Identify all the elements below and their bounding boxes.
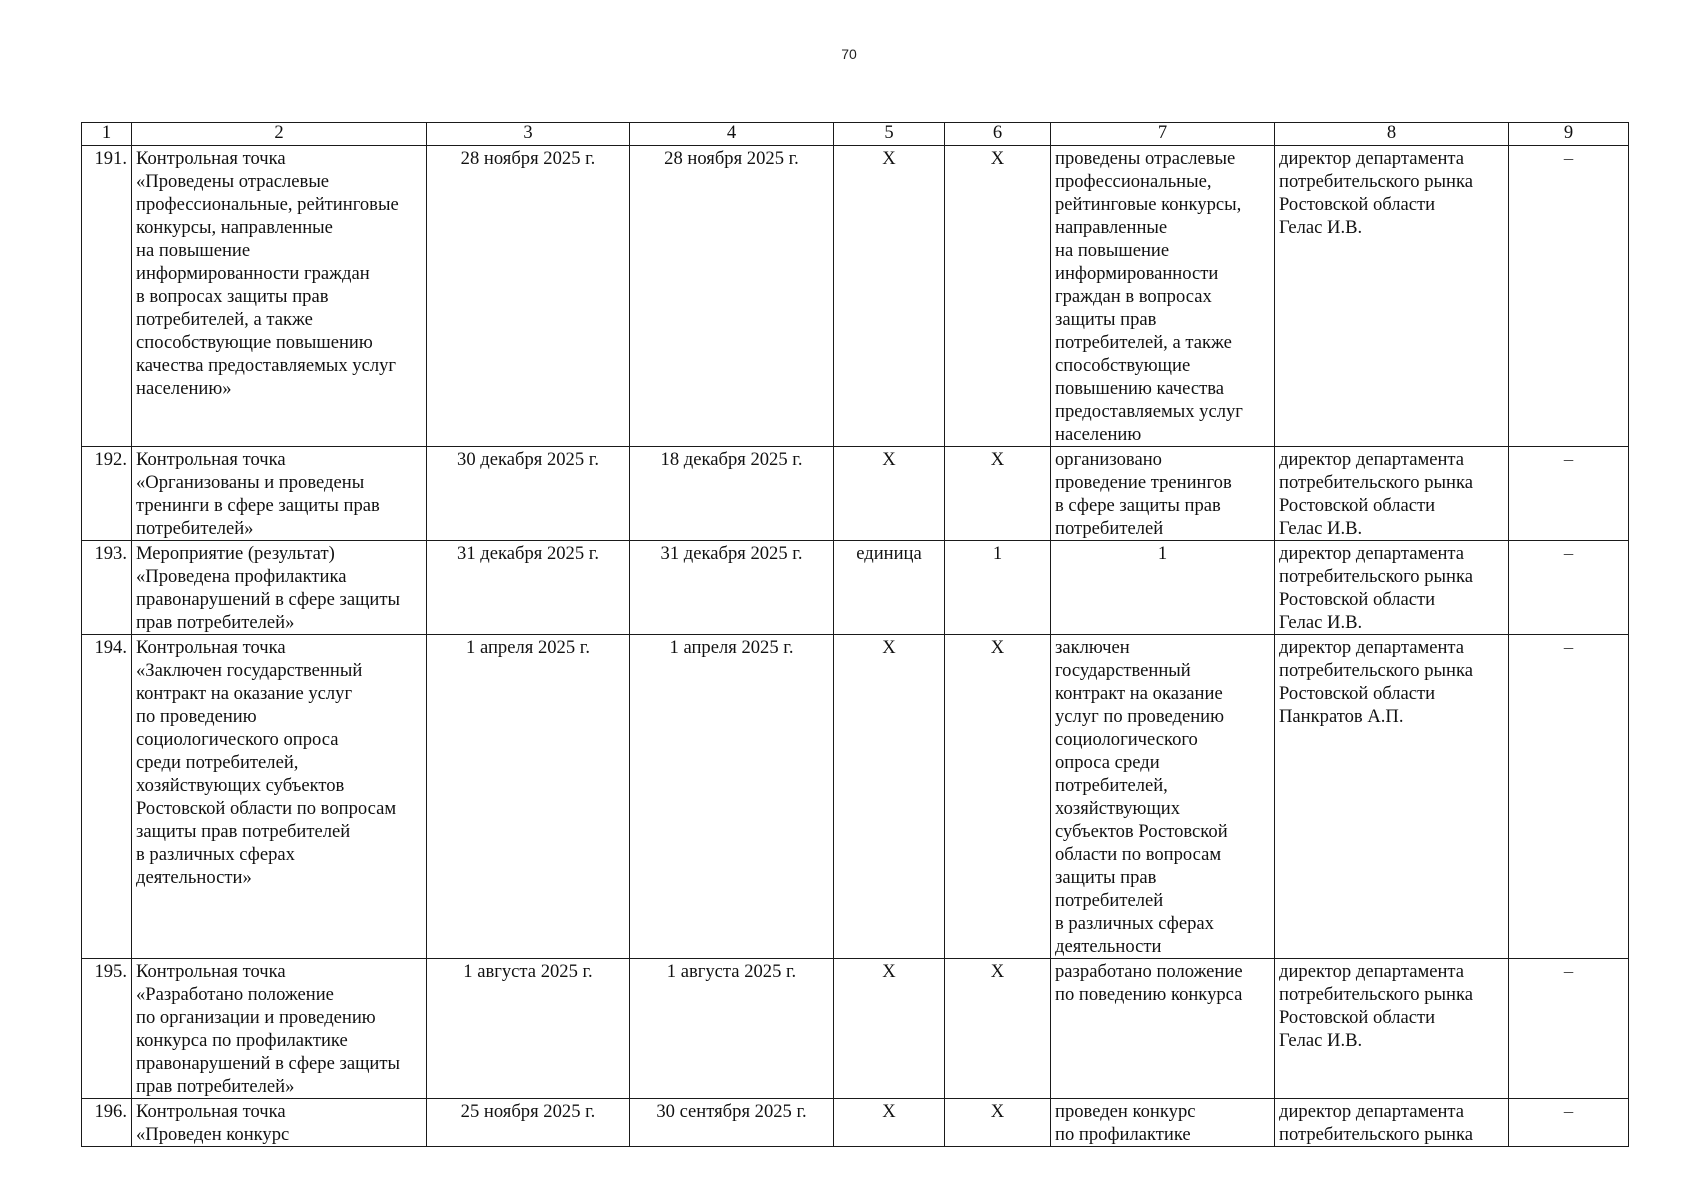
- note-cell: –: [1509, 541, 1629, 635]
- responsible-cell: директор департамента потребительского рынка Ростовской области Гелас И.В.: [1275, 541, 1509, 635]
- planned-date: 25 ноября 2025 г.: [427, 1099, 630, 1147]
- row-number: 191.: [82, 146, 132, 447]
- row-number: 195.: [82, 959, 132, 1099]
- event-name: Контрольная точка «Организованы и проведены тренинги в сфере защиты прав потребителей»: [132, 447, 427, 541]
- value-cell: X: [945, 635, 1051, 959]
- row-number: 194.: [82, 635, 132, 959]
- actual-date: 1 апреля 2025 г.: [630, 635, 834, 959]
- value-cell: X: [945, 146, 1051, 447]
- events-table: [81, 122, 1629, 1147]
- responsible-cell: директор департамента потребительского рынка Ростовской области Панкратов А.П.: [1275, 635, 1509, 959]
- note-cell: –: [1509, 959, 1629, 1099]
- table-header-row: [82, 123, 1629, 146]
- row-number: 193.: [82, 541, 132, 635]
- responsible-cell: директор департамента потребительского рынка Ростовской области Гелас И.В.: [1275, 959, 1509, 1099]
- result-cell: заключен государственный контракт на оказание услуг по проведению социологического опроса среди потребителей, хозяйствующих субъектов Ростовской области по вопросам защиты прав потребителей в различных сферах деятельности: [1051, 635, 1275, 959]
- actual-date: 28 ноября 2025 г.: [630, 146, 834, 447]
- result-cell: организовано проведение тренингов в сфере защиты прав потребителей: [1051, 447, 1275, 541]
- planned-date: 1 апреля 2025 г.: [427, 635, 630, 959]
- note-cell: –: [1509, 635, 1629, 959]
- table-row: [82, 635, 1629, 959]
- row-number: 192.: [82, 447, 132, 541]
- page-number: 70: [841, 46, 857, 62]
- value-cell: X: [945, 959, 1051, 1099]
- responsible-cell: директор департамента потребительского рынка Ростовской области Гелас И.В.: [1275, 146, 1509, 447]
- unit-cell: X: [834, 447, 945, 541]
- row-number: 196.: [82, 1099, 132, 1147]
- event-name: Контрольная точка «Проведен конкурс: [132, 1099, 427, 1147]
- table-row: [82, 1099, 1629, 1147]
- planned-date: 28 ноября 2025 г.: [427, 146, 630, 447]
- responsible-cell: директор департамента потребительского рынка: [1275, 1099, 1509, 1147]
- note-cell: –: [1509, 146, 1629, 447]
- event-name: Контрольная точка «Разработано положение по организации и проведению конкурса по профилактике правонарушений в сфере защиты прав потребителей»: [132, 959, 427, 1099]
- actual-date: 31 декабря 2025 г.: [630, 541, 834, 635]
- result-cell: проведены отраслевые профессиональные, рейтинговые конкурсы, направленные на повышение информированности граждан в вопросах защиты прав потребителей, а также способствующие повышению качества предоставляемых услуг населению: [1051, 146, 1275, 447]
- event-name: Контрольная точка «Заключен государственный контракт на оказание услуг по проведению социологического опроса среди потребителей, хозяйствующих субъектов Ростовской области по вопросам защиты прав потребителей в различных сферах деятельности»: [132, 635, 427, 959]
- result-cell: 1: [1051, 541, 1275, 635]
- responsible-cell: директор департамента потребительского рынка Ростовской области Гелас И.В.: [1275, 447, 1509, 541]
- note-cell: –: [1509, 447, 1629, 541]
- value-cell: X: [945, 1099, 1051, 1147]
- unit-cell: X: [834, 959, 945, 1099]
- header-cell: 9: [1509, 123, 1629, 146]
- actual-date: 18 декабря 2025 г.: [630, 447, 834, 541]
- table-row: [82, 146, 1629, 447]
- unit-cell: единица: [834, 541, 945, 635]
- planned-date: 31 декабря 2025 г.: [427, 541, 630, 635]
- header-cell: 8: [1275, 123, 1509, 146]
- event-name: Контрольная точка «Проведены отраслевые профессиональные, рейтинговые конкурсы, направленные на повышение информированности граждан в вопросах защиты прав потребителей, а также способствующие повышению качества предоставляемых услуг населению»: [132, 146, 427, 447]
- unit-cell: X: [834, 146, 945, 447]
- header-cell: 1: [82, 123, 132, 146]
- event-name: Мероприятие (результат) «Проведена профилактика правонарушений в сфере защиты прав потребителей»: [132, 541, 427, 635]
- note-cell: –: [1509, 1099, 1629, 1147]
- planned-date: 30 декабря 2025 г.: [427, 447, 630, 541]
- unit-cell: X: [834, 635, 945, 959]
- header-cell: 7: [1051, 123, 1275, 146]
- value-cell: X: [945, 447, 1051, 541]
- table-row: [82, 959, 1629, 1099]
- header-cell: 4: [630, 123, 834, 146]
- planned-date: 1 августа 2025 г.: [427, 959, 630, 1099]
- value-cell: 1: [945, 541, 1051, 635]
- unit-cell: X: [834, 1099, 945, 1147]
- table-row: [82, 541, 1629, 635]
- actual-date: 30 сентября 2025 г.: [630, 1099, 834, 1147]
- header-cell: 2: [132, 123, 427, 146]
- result-cell: разработано положение по поведению конкурса: [1051, 959, 1275, 1099]
- header-cell: 6: [945, 123, 1051, 146]
- header-cell: 3: [427, 123, 630, 146]
- actual-date: 1 августа 2025 г.: [630, 959, 834, 1099]
- table-row: [82, 447, 1629, 541]
- result-cell: проведен конкурс по профилактике: [1051, 1099, 1275, 1147]
- header-cell: 5: [834, 123, 945, 146]
